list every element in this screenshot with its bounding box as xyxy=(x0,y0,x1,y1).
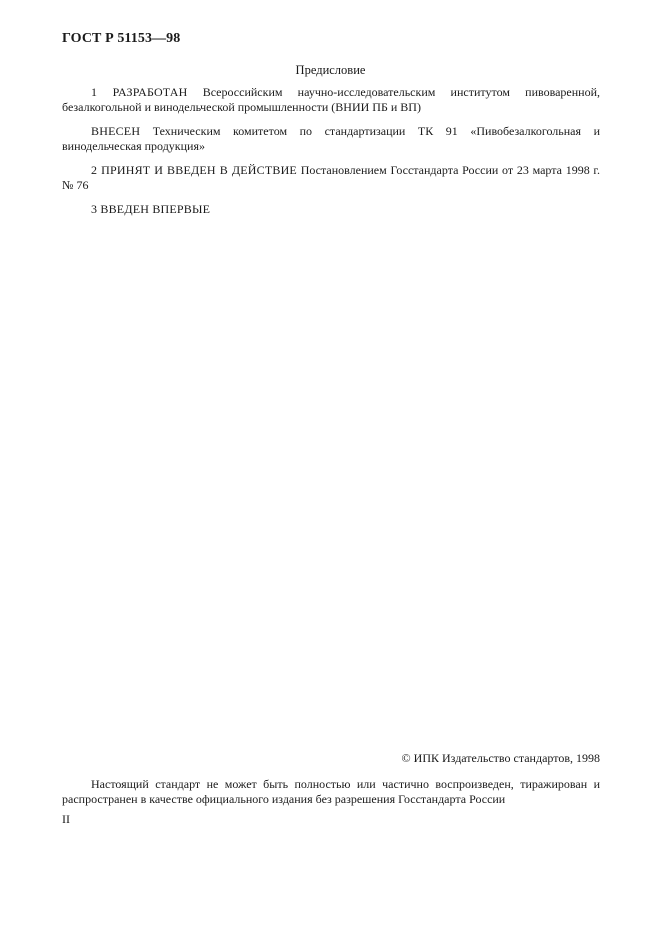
paragraph-lead: 2 ПРИНЯТ И ВВЕДЕН В ДЕЙСТВИЕ xyxy=(91,163,297,177)
paragraph-introduced-first xyxy=(62,202,600,217)
copyright-line: © ИПК Издательство стандартов, 1998 xyxy=(401,751,600,765)
page-number: II xyxy=(62,812,70,826)
paragraph-developed-by xyxy=(62,85,600,115)
section-title: Предисловие xyxy=(295,63,366,77)
reproduction-notice: Настоящий стандарт не может быть полностью или частично воспроизведен, тиражирован и распространен в качестве официального издания без разрешения Госстандарта России xyxy=(62,777,600,806)
paragraph-adopted xyxy=(62,163,600,193)
paragraph-text: Техническим комитетом по стандартизации ТК 91 «Пивобезалкогольная и винодельческая продукция» xyxy=(62,124,600,153)
document-header: ГОСТ Р 51153—98 xyxy=(62,31,181,46)
paragraph-text: Постановлением Госстандарта России от 23 марта 1998 г. № 76 xyxy=(62,163,601,192)
paragraph-lead: ВНЕСЕН xyxy=(91,124,141,138)
paragraph-lead: 1 РАЗРАБОТАН xyxy=(91,85,188,99)
paragraph-submitted-by xyxy=(62,124,600,154)
paragraph-text: Всероссийским научно-исследовательским институтом пивоваренной, безалкогольной и винодельческой промышленности (ВНИИ ПБ и ВП) xyxy=(62,85,600,114)
paragraph-lead: 3 ВВЕДЕН ВПЕРВЫЕ xyxy=(91,202,211,216)
